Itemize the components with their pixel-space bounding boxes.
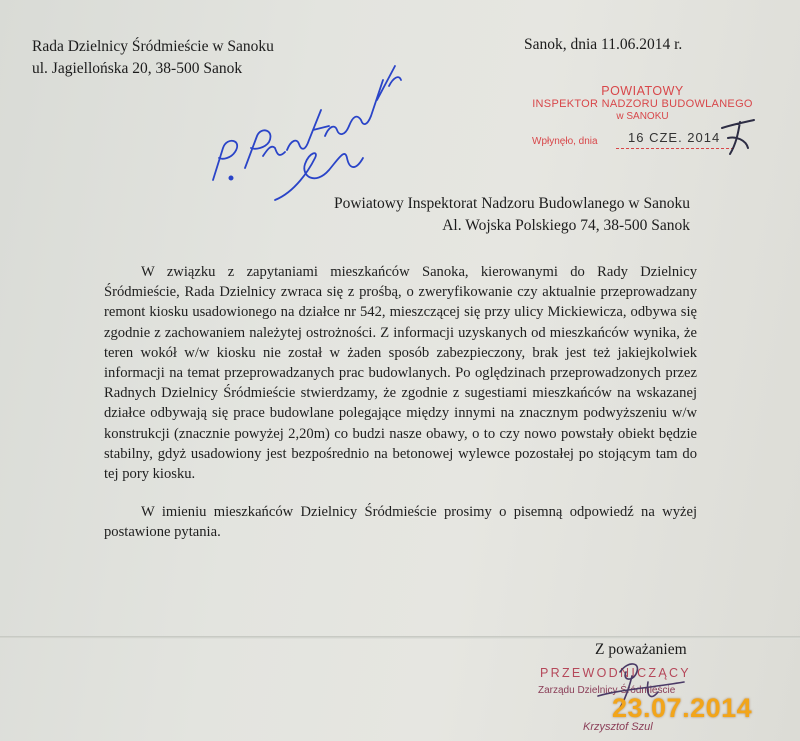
signatory-name: Krzysztof Szul [583, 721, 653, 733]
stamp-received-label: Wpłynęło, dnia [532, 136, 598, 147]
stamp-received-date: 16 CZE. 2014 [628, 130, 721, 145]
body-paragraph-2: W imieniu mieszkańców Dzielnicy Śródmieście prosimy o pisemną odpowiedź na wyżej postawione pytania. [104, 504, 697, 541]
recipient-address [312, 193, 690, 237]
recipient-name: Powiatowy Inspektorat Nadzoru Budowlanego w Sanoku [333, 195, 690, 212]
stamp-line-2: INSPEKTOR NADZORU BUDOWLANEGO [532, 98, 753, 110]
stamp-line-1: POWIATOWY [601, 84, 684, 98]
signature-title-stamp: PRZEWODNICZĄCY [540, 666, 691, 680]
handwritten-annotation [205, 40, 405, 210]
stamp-date-line [616, 148, 734, 149]
signature-subtitle-stamp: Zarządu Dzielnicy Śródmieście [538, 685, 676, 696]
sender-street: ul. Jagiellońska 20, 38-500 Sanok [32, 60, 243, 77]
letter-body [104, 262, 697, 561]
recipient-street: Al. Wojska Polskiego 74, 38-500 Sanok [442, 217, 690, 234]
stamp-line-3: w SANOKU [616, 111, 669, 122]
camera-timestamp: 23.07.2014 [612, 693, 753, 723]
letter-date: Sanok, dnia 11.06.2014 r. [524, 36, 683, 53]
closing-salutation: Z poważaniem [595, 641, 687, 658]
body-paragraph-1: W związku z zapytaniami mieszkańców Sanoka, kierowanymi do Rady Dzielnicy Śródmieście, Rada Dzielnicy zwraca się z prośbą, o zweryfikowanie czy aktualnie przeprowadzany remont kiosku usadowionego na działce nr 542, mieszczącej się przy ulicy Mickiewicza, odbywa się zgodnie z zachowaniem należytej ostrożności. Z informacji uzyskanych od mieszkańców wynika, że teren wokół w/w kiosku nie został w żaden sposób zabezpieczony, brak jest też jakiejkolwiek informacji na temat przeprowadzanych prac budowlanych. Po oględzinach przeprowadzonych przez Radnych Dzielnicy Śródmieście stwierdzamy, że zgodnie z sugestiami mieszkańców na wskazanej działce odbywają się prace budowlane polegające między innymi na znacznym podwyższeniu w/w konstrukcji (znacznie powyżej 2,20m) co budzi nasze obawy, o to czy nowo powstały obiekt będzie stabilny, gdyż usadowiony jest bezpośrednio na betonowej wylewce pozostałej po stojącym tam do tej pory kiosku. [104, 264, 697, 483]
initials-mark [718, 116, 758, 158]
paper-fold [0, 636, 800, 639]
sender-name: Rada Dzielnicy Śródmieście w Sanoku [32, 38, 274, 55]
